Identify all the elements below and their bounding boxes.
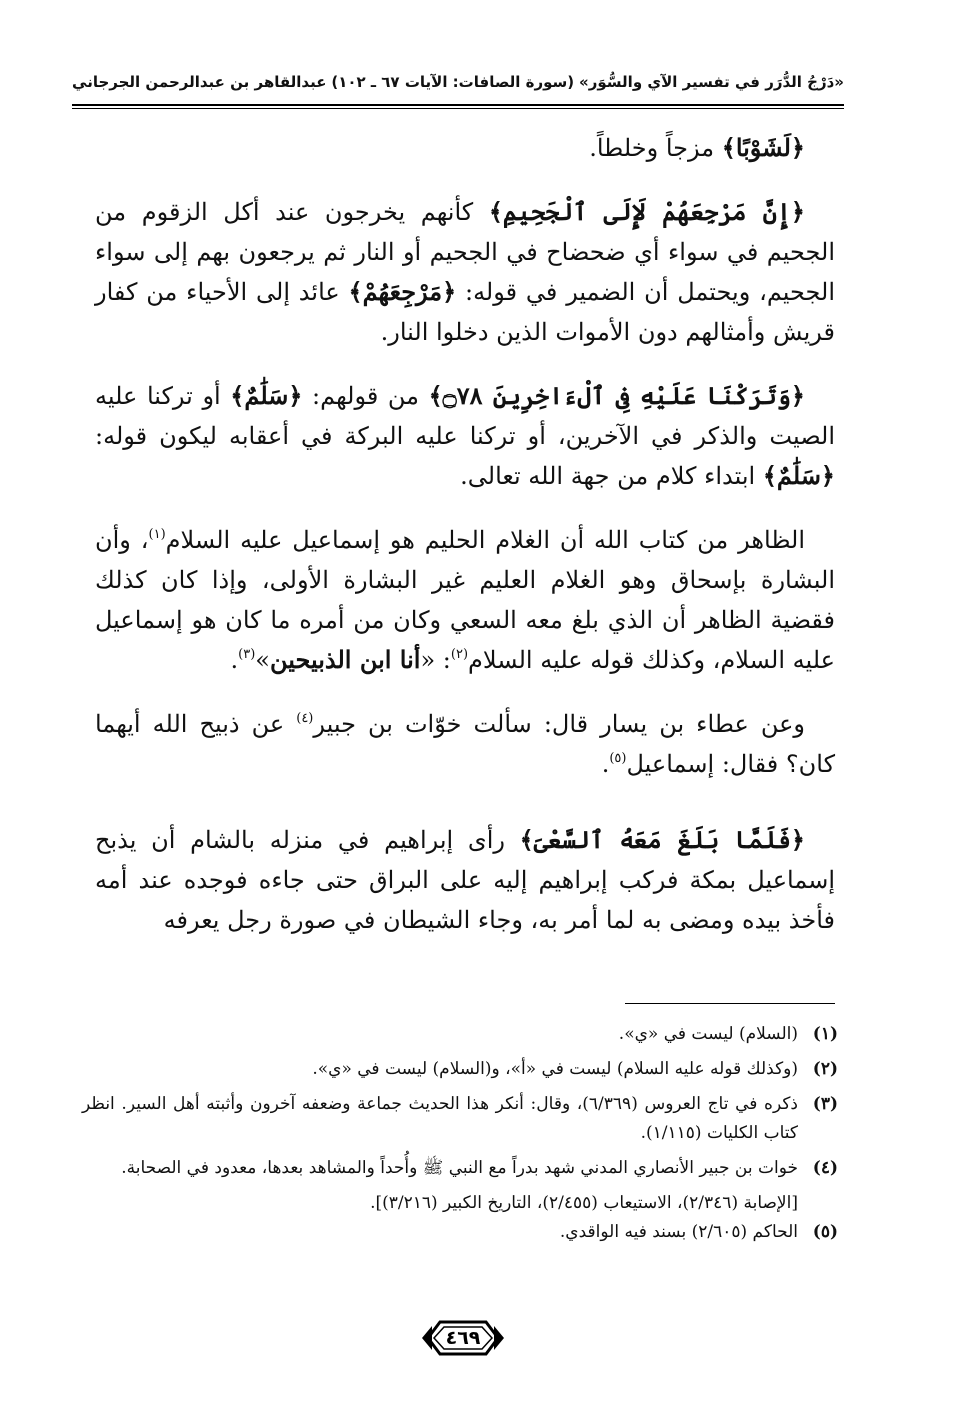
paragraph-text: رأى إبراهيم في منزله بالشام أن يذبح إسماعيل بمكة فركب إبراهيم إليه على البراق حتى جاءه فوجده عند أمه فأخذ بيده ومضى به لما أمر به، وجاء الشيطان في صورة رجل يعرفه (95, 826, 835, 934)
footnote-number: (٣) (812, 1094, 838, 1114)
header-divider (72, 104, 844, 106)
footnote-sources: [الإصابة (٢/٣٤٦)، الاستيعاب (٢/٤٥٥)، التاريخ الكبير (٣/٢١٦)]. (370, 1193, 798, 1213)
footnote-separator (625, 1003, 835, 1004)
quran-quote: ﴿مَرْجِعَهُمْ﴾ (348, 277, 457, 306)
running-header (72, 62, 844, 102)
footnotes (82, 1020, 838, 1253)
paragraph (95, 376, 835, 496)
footnote-ref[interactable]: (٢) (450, 647, 469, 662)
footnote-text: (وكذلك قوله عليه السلام) ليست في «أ»، و(السلام) ليست في «ي». (312, 1059, 798, 1079)
quran-quote: ﴿لَشَوْبًا﴾ (721, 133, 805, 162)
footnote (82, 1020, 838, 1049)
paragraph-text: مزجاً وخلطاً. (589, 134, 722, 162)
footnote-text: الحاكم (٢/٦٠٥) بسند فيه الواقدي. (559, 1222, 798, 1242)
paragraph-text: كأنهم يخرجون عند أكل الزقوم من الجحيم في سواء أي ضحضاح في الجحيم أو النار ثم يرجعون بهم إلى سواء الجحيم، ويحتمل أن الضمير في قوله: (95, 198, 836, 306)
paragraph (95, 704, 835, 784)
header-divider-thin (72, 108, 844, 109)
paragraph (95, 820, 835, 940)
page-number (420, 1318, 506, 1358)
quran-quote: ﴿سَلَٰمٌ﴾ (230, 381, 303, 410)
footnote-ref[interactable]: (٥) (609, 751, 627, 766)
footnote-number: (٤) (812, 1158, 838, 1178)
paragraph-text: أو تركنا عليه الصيت والذكر في الآخرين، أو تركنا عليه البركة في أعقابه ليكون قوله: (95, 382, 835, 450)
footnote-number: (٥) (812, 1222, 838, 1242)
paragraph-text: من قولهم: (302, 382, 429, 410)
paragraph (95, 192, 835, 352)
header-book-title: «دَرْجُ الدُّرَر في تفسير الآي والسُّوَر» (579, 73, 844, 91)
footnote-number: (١) (812, 1024, 838, 1044)
header-surah-range: (سورة الصافات: الآيات ٦٧ ـ ١٠٢) (331, 73, 575, 91)
quran-quote: ﴿سَلَٰمٌ﴾ (762, 461, 835, 490)
paragraph (95, 520, 835, 680)
quran-quote: ﴿إِنَّ مَرْجِعَهُمْ لَإِلَى ٱلْجَحِيمِ﴾ (488, 197, 805, 226)
paragraph-text: ، وأن البشارة بإسحاق وهو الغلام العليم غير البشارة الأولى، وإذا كان كذلك فقضية الظاهر أن الذي بلغ معه السعي وكان من أمره ما كان هو إسماعيل عليه السلام، وكذلك قوله عليه السلام (95, 526, 836, 674)
page-number-text: ٤٦٩ (445, 1327, 481, 1349)
main-text (95, 128, 835, 964)
quran-quote: ﴿وَتَرَكْنَا عَلَيْهِ فِى ٱلْءَاخِرِينَ ۝٧٨﴾ (428, 381, 805, 410)
footnote-text: خوات بن جبير الأنصاري المدني شهد بدراً مع النبي ﷺ وأُحداً والمشاهد بعدها، معدود في الصحابة. (121, 1158, 798, 1178)
paragraph-text: الظاهر من كتاب الله أن الغلام الحليم هو إسماعيل عليه السلام (165, 526, 805, 554)
footnote (82, 1154, 838, 1183)
paragraph-text: عن ذبيح الله أيهما كان؟ فقال: إسماعيل (95, 710, 835, 778)
footnote-ref[interactable]: (٤) (296, 711, 314, 726)
footnote-number: (٢) (812, 1059, 838, 1079)
quran-quote: ﴿فَلَمَّا بَلَغَ مَعَهُ ٱلسَّعْىَ﴾ (519, 825, 805, 854)
footnote-ref[interactable]: (٣) (238, 647, 256, 662)
paragraph-text: وعن عطاء بن يسار قال: سألت خوّات بن جبير (313, 710, 805, 738)
paragraph-text: . (230, 646, 239, 674)
header-author: عبدالقاهر بن عبدالرحمن الجرجاني (72, 73, 327, 91)
footnote (82, 1055, 838, 1084)
paragraph-text: : « (420, 646, 451, 674)
footnote-text: ذكره في تاج العروس (٦/٣٦٩)، وقال: أنكر هذا الحديث جماعة وضعفه آخرون وأثبته أهل السير. انظر كتاب الكليات (١/١١٥). (82, 1094, 798, 1143)
paragraph (95, 128, 835, 168)
footnote (82, 1090, 838, 1148)
footnote-text: (السلام) ليست في «ي». (618, 1024, 798, 1044)
hadith-quote: أنا ابن الذبيحين (269, 645, 421, 674)
footnote (82, 1218, 838, 1247)
footnote-ref[interactable]: (١) (148, 527, 166, 542)
paragraph-text: عائد إلى الأحياء من كفار قريش وأمثالهم دون الأموات الذين دخلوا النار. (95, 278, 835, 346)
paragraph-text: ابتداء كلام من جهة الله تعالى. (460, 462, 763, 490)
paragraph-text: » (255, 646, 270, 674)
paragraph-text: . (601, 750, 610, 778)
